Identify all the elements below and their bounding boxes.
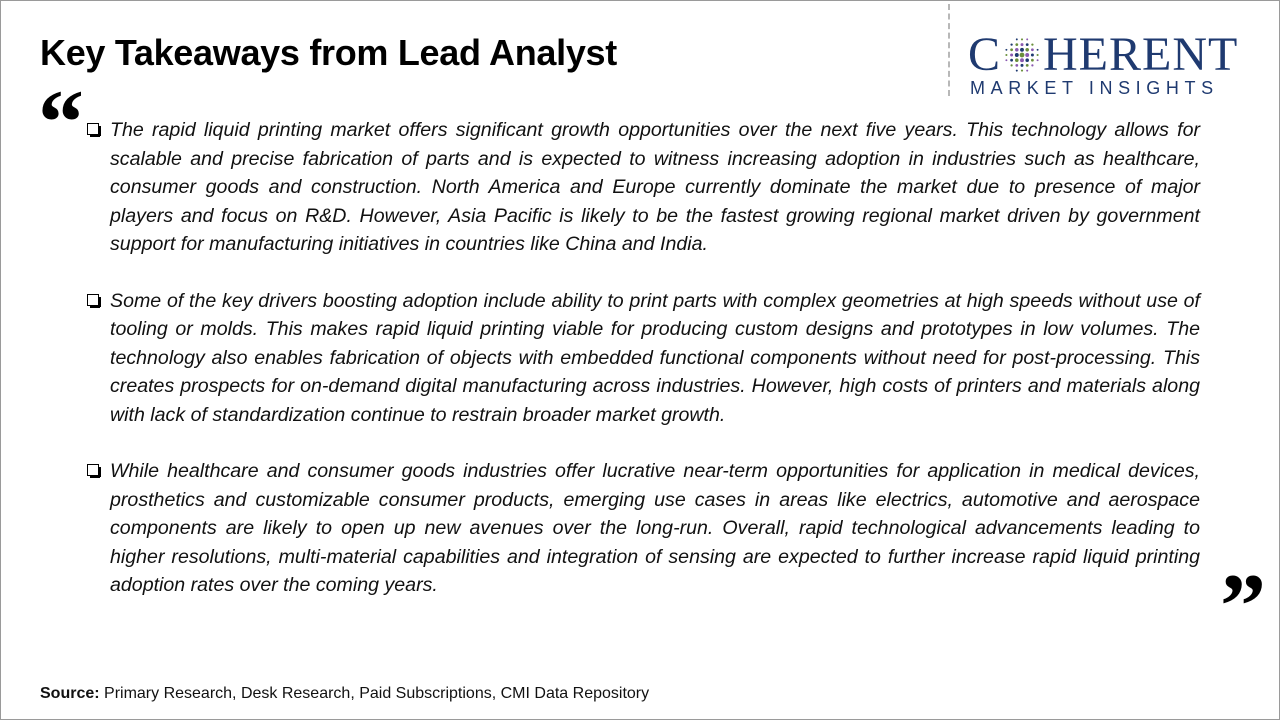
source-note xyxy=(40,685,649,703)
logo-letter-c: C xyxy=(968,28,1002,81)
globe-dot xyxy=(1031,48,1034,51)
globe-dot xyxy=(1026,70,1028,72)
company-logo xyxy=(968,30,1268,100)
globe-dot xyxy=(1015,43,1018,46)
list-item xyxy=(86,287,1200,430)
page-title: Key Takeaways from Lead Analyst xyxy=(40,32,617,73)
globe-dots-icon xyxy=(1002,35,1042,75)
source-text: Primary Research, Desk Research, Paid Subscriptions, CMI Data Repository xyxy=(99,685,650,702)
globe-dot xyxy=(1010,48,1013,51)
globe-dot xyxy=(1015,58,1019,62)
open-quote-icon: “ xyxy=(38,71,84,173)
globe-dot xyxy=(1031,43,1033,45)
takeaway-text: While healthcare and consumer goods industries offer lucrative near-term opportunities for application in medical devices, prosthetics and customizable consumer products, emerging use cases in areas like electrics, automotive and aerospace components are likely to open up new avenues over the long-run. Overall, rapid technological advancements leading to higher resolutions, multi-material capabilities and integration of sensing are expected to further increase rapid liquid printing adoption rates over the coming years. xyxy=(110,460,1200,596)
globe-dot xyxy=(1025,58,1029,62)
globe-dot xyxy=(1005,54,1007,56)
source-label: Source: xyxy=(40,685,100,702)
globe-dot xyxy=(1031,54,1034,57)
checkbox-bullet-icon xyxy=(87,464,99,476)
globe-dot xyxy=(1016,70,1018,72)
logo-subtitle: MARKET INSIGHTS xyxy=(970,78,1219,98)
checkbox-bullet-icon xyxy=(87,123,99,135)
globe-dot xyxy=(1021,70,1023,72)
globe-dot xyxy=(1020,48,1024,52)
globe-dot xyxy=(1037,54,1039,56)
takeaways-list xyxy=(86,116,1200,628)
logo-wordmark xyxy=(968,30,1268,80)
globe-dot xyxy=(1031,59,1034,62)
logo-letters-herent: HERENT xyxy=(1043,28,1239,81)
globe-dot xyxy=(1021,43,1024,46)
globe-dot xyxy=(1037,59,1039,61)
globe-dot xyxy=(1021,38,1023,40)
globe-dot xyxy=(1015,53,1019,57)
globe-dot xyxy=(1031,64,1033,66)
globe-dot xyxy=(1010,64,1012,66)
globe-dot xyxy=(1020,53,1025,58)
globe-dot xyxy=(1010,43,1012,45)
globe-dot xyxy=(1026,64,1029,67)
list-item xyxy=(86,457,1200,600)
globe-dot xyxy=(1025,53,1029,57)
globe-dot xyxy=(1005,59,1007,61)
checkbox-bullet-icon xyxy=(87,294,99,306)
list-item xyxy=(86,116,1200,259)
globe-dot xyxy=(1037,49,1039,51)
globe-dot xyxy=(1015,64,1018,67)
close-quote-icon: ” xyxy=(1220,555,1266,657)
globe-dot xyxy=(1026,43,1029,46)
logo-divider xyxy=(948,4,950,96)
takeaway-text: Some of the key drivers boosting adoption include ability to print parts with complex geometries at high speeds without use of tooling or molds. This makes rapid liquid printing viable for producing custom designs and prototypes in low volumes. The technology also enables fabrication of objects with embedded functional components without need for post-processing. This creates prospects for on-demand digital manufacturing across industries. However, high costs of printers and materials along with lack of standardization continue to restrain broader market growth. xyxy=(110,289,1200,426)
globe-dot xyxy=(1015,48,1019,52)
globe-dot xyxy=(1026,38,1028,40)
globe-dot xyxy=(1021,64,1024,67)
globe-dot xyxy=(1010,54,1013,57)
globe-dot xyxy=(1005,49,1007,51)
globe-dot xyxy=(1025,48,1029,52)
globe-dot xyxy=(1016,38,1018,40)
globe-dot xyxy=(1020,58,1024,62)
globe-dot xyxy=(1010,59,1013,62)
takeaway-text: The rapid liquid printing market offers significant growth opportunities over the next five years. This technology allows for scalable and precise fabrication of parts and is expected to witness increasing adoption in industries such as healthcare, consumer goods and construction. North America and Europe currently dominate the market due to presence of major players and focus on R&D. However, Asia Pacific is likely to be the fastest growing regional market driven by government support for manufacturing initiatives in countries like China and India. xyxy=(110,119,1200,255)
